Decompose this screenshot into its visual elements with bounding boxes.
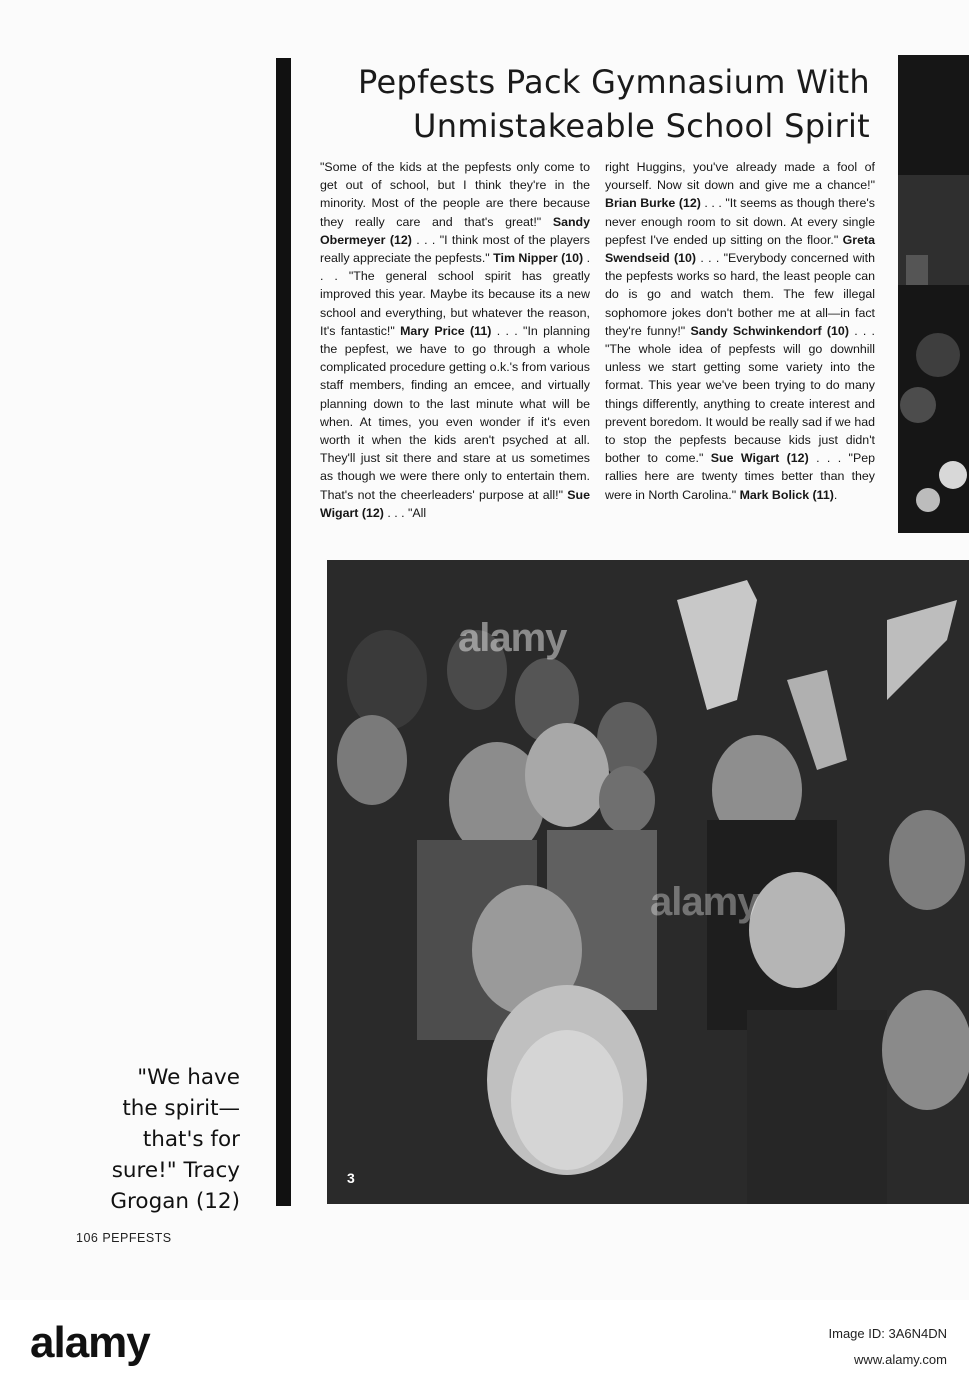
pull-quote <box>60 1062 240 1217</box>
quote-attribution: Greta Swendseid (10) <box>605 232 875 266</box>
quote-attribution: Tim Nipper (10) <box>493 251 584 266</box>
headline-line-2: Unmistakeable School Spirit <box>413 107 870 145</box>
quote-attribution: Brian Burke (12) <box>605 196 701 211</box>
quote-attribution: Sue Wigart (12) <box>710 451 809 466</box>
headline <box>300 60 870 148</box>
pull-quote-line: that's for <box>142 1127 240 1152</box>
quote-attribution: Sandy Schwinkendorf (10) <box>690 323 849 338</box>
quote-attribution: Sue Wigart (12) <box>320 487 590 520</box>
quote-attribution: Mary Price (11) <box>400 323 492 338</box>
crowd-photo <box>327 560 969 1204</box>
page-folio: 106 PEPFESTS <box>76 1231 172 1245</box>
alamy-logo: alamy <box>30 1318 150 1367</box>
article-column-2 <box>605 158 875 504</box>
stock-footer <box>0 1300 969 1390</box>
article-column-1 <box>320 158 590 522</box>
vertical-rule <box>276 58 291 1206</box>
watermark: alamy <box>650 880 759 924</box>
pull-quote-line: Grogan (12) <box>110 1189 240 1214</box>
pull-quote-line: the spirit— <box>122 1096 240 1121</box>
watermark: alamy <box>458 616 567 660</box>
headline-line-1: Pepfests Pack Gymnasium With <box>358 63 870 101</box>
quote-attribution: Sandy Obermeyer (12) <box>320 214 590 247</box>
article-text: right Huggins, you've already made a fool of yourself. Now sit down and give me a chance!" Brian Burke (12) . . . "It seems as though there's never enough room to sit down. At every single pepfest I've ended up sitting on the floor." Greta Swendseid (10) . . . "Everybody concerned with the pepfests works so hard, the least people can do is go and watch them. The few illegal sophomore jokes don't bother me at all—in fact they're funny!" Sandy Schwinkendorf (10) . . . "The whole idea of pepfests will go downhill unless we start getting some variety into the format. This year we've been trying to do many things differently, anything to create interest and prevent boredom. It would be really sad if we had to stop the pepfests because kids just didn't bother to come." Sue Wigart (12) . . . "Pep rallies here are twenty times better than they were in North Carolina." Mark Bolick (11). <box>605 160 875 502</box>
top-right-photo <box>898 55 969 533</box>
quote-attribution: Mark Bolick (11) <box>739 487 834 502</box>
pull-quote-line: "We have <box>137 1065 240 1090</box>
pull-quote-line: sure!" Tracy <box>111 1158 240 1183</box>
site-url[interactable]: www.alamy.com <box>854 1352 947 1367</box>
image-id: Image ID: 3A6N4DN <box>828 1326 947 1341</box>
photo-number: 3 <box>347 1170 355 1186</box>
article-text: "Some of the kids at the pepfests only come to get out of school, but I think they're in the minority. Most of the people are there because they really care and that's great!" Sandy Obermeyer (12) . . . "I think most of the players really appreciate the pepfests." Tim Nipper (10) . . . "The general school spirit has greatly improved this year. Maybe its because its a new school and everything, but whatever the reason, It's fantastic!" Mary Price (11) . . . "In planning the pepfest, we have to go through a whole complicated procedure getting o.k.'s from various staff members, finding an emcee, and virtually planning down to the last minute what will be when. At times, you even wonder if it's even worth it when the kids aren't psyched at all. They'll just sit there and stare at us sometimes as though we were there only to entertain them. That's not the cheerleaders' purpose at all!" Sue Wigart (12) . . . "All <box>320 160 591 520</box>
